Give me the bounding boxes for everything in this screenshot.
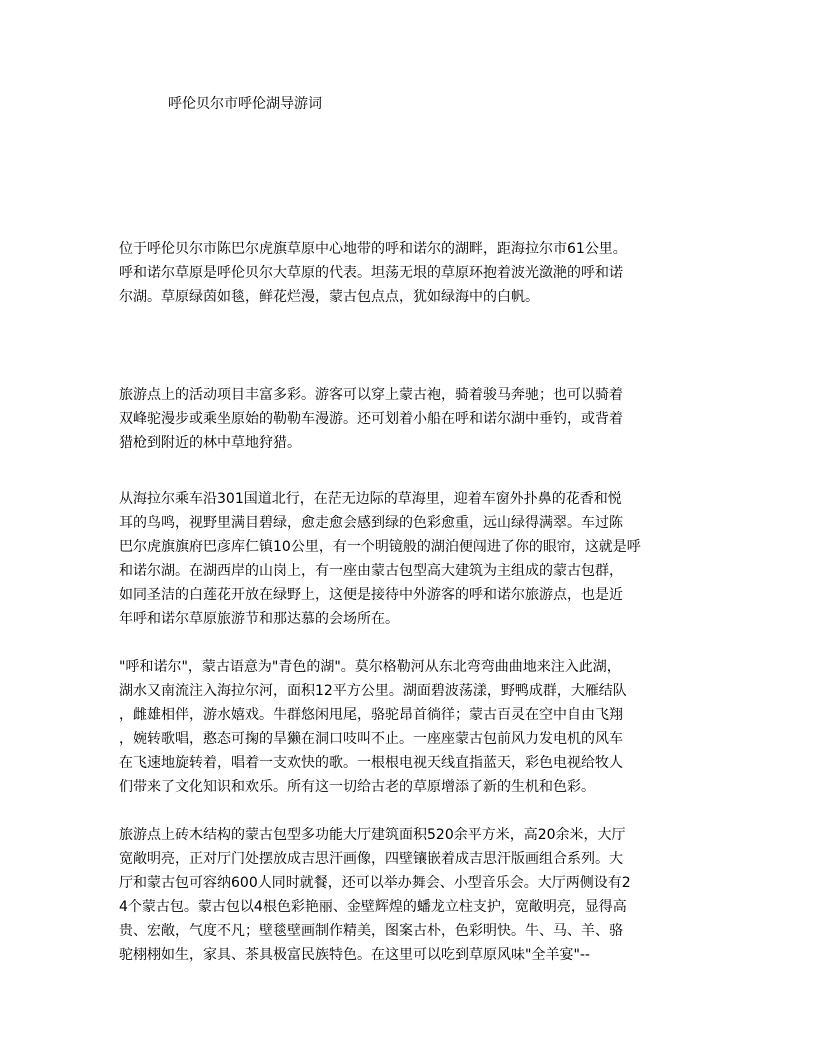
- document-title: 呼伦贝尔市呼伦湖导游词: [168, 96, 322, 112]
- text-line: 年呼和诺尔草原旅游节和那达慕的会场所在。: [119, 611, 399, 627]
- text-line: 旅游点上砖木结构的蒙古包型多功能大厅建筑面积520余平方米，高20余米，大厅: [119, 827, 626, 843]
- paragraph-location: [119, 237, 699, 309]
- text-line: 位于呼伦贝尔市陈巴尔虎旗草原中心地带的呼和诺尔的湖畔，距海拉尔市61公里。: [119, 241, 627, 257]
- text-line: 和诺尔湖。在湖西岸的山岗上，有一座由蒙古包型高大建筑为主组成的蒙古包群，: [119, 563, 623, 579]
- text-line: 在飞速地旋转着，唱着一支欢快的歌。一根根电视天线直指蓝天，彩色电视给牧人: [119, 755, 623, 771]
- text-line: 呼和诺尔草原是呼伦贝尔大草原的代表。坦荡无垠的草原环抱着波光潋滟的呼和诺: [119, 265, 623, 281]
- text-line: 旅游点上的活动项目丰富多彩。游客可以穿上蒙古袍，骑着骏马奔驰；也可以骑着: [119, 387, 623, 403]
- text-line: 如同圣洁的白莲花开放在绿野上，这便是接待中外游客的呼和诺尔旅游点，也是近: [119, 587, 623, 603]
- text-line: 巴尔虎旗旗府巴彦库仁镇10公里，有一个明镜般的湖泊便闯进了你的眼帘，这就是呼: [119, 539, 641, 555]
- text-line: 猎枪到附近的林中草地狩猎。: [119, 435, 301, 451]
- paragraph-lake-description: [119, 655, 699, 799]
- text-line: 从海拉尔乘车沿301国道北行，在茫无边际的草海里，迎着车窗外扑鼻的花香和悦: [119, 491, 622, 507]
- text-line: 尔湖。草原绿茵如毯，鲜花烂漫，蒙古包点点，犹如绿海中的白帆。: [119, 289, 539, 305]
- text-line: ，雌雄相伴，游水嬉戏。牛群悠闲甩尾，骆驼昂首徜徉；蒙古百灵在空中自由飞翔: [119, 707, 623, 723]
- text-line: 耳的鸟鸣，视野里满目碧绿，愈走愈会感到绿的色彩愈重，远山绿得满翠。车过陈: [119, 515, 623, 531]
- text-line: 们带来了文化知识和欢乐。所有这一切给古老的草原增添了新的生机和色彩。: [119, 779, 595, 795]
- text-line: "呼和诺尔"，蒙古语意为"青色的湖"。莫尔格勒河从东北弯弯曲曲地来注入此湖，: [119, 659, 621, 675]
- text-line: 湖水又南流注入海拉尔河，面积12平方公里。湖面碧波荡漾，野鸭成群，大雁结队: [119, 683, 627, 699]
- paragraph-hall: [119, 823, 699, 967]
- text-line: 双峰驼漫步或乘坐原始的勒勒车漫游。还可划着小船在呼和诺尔湖中垂钓，或背着: [119, 411, 623, 427]
- text-line: 4个蒙古包。蒙古包以4根色彩艳丽、金壁辉煌的蟠龙立柱支护，宽敞明亮，显得高: [119, 899, 627, 915]
- text-line: 驼栩栩如生，家具、茶具极富民族特色。在这里可以吃到草原风味"全羊宴"--: [119, 947, 590, 963]
- text-line: 贵、宏敞，气度不凡；壁毯壁画制作精美，图案古朴，色彩明快。牛、马、羊、骆: [119, 923, 623, 939]
- text-line: 厅和蒙古包可容纳600人同时就餐，还可以举办舞会、小型音乐会。大厅两侧设有2: [119, 875, 631, 891]
- text-line: ，婉转歌唱，憨态可掬的旱獭在洞口吱叫不止。一座座蒙古包前风力发电机的风车: [119, 731, 623, 747]
- paragraph-activities: [119, 383, 699, 455]
- paragraph-route: [119, 487, 699, 631]
- text-line: 宽敞明亮，正对厅门处摆放成吉思汗画像，四壁镶嵌着成吉思汗版画组合系列。大: [119, 851, 623, 867]
